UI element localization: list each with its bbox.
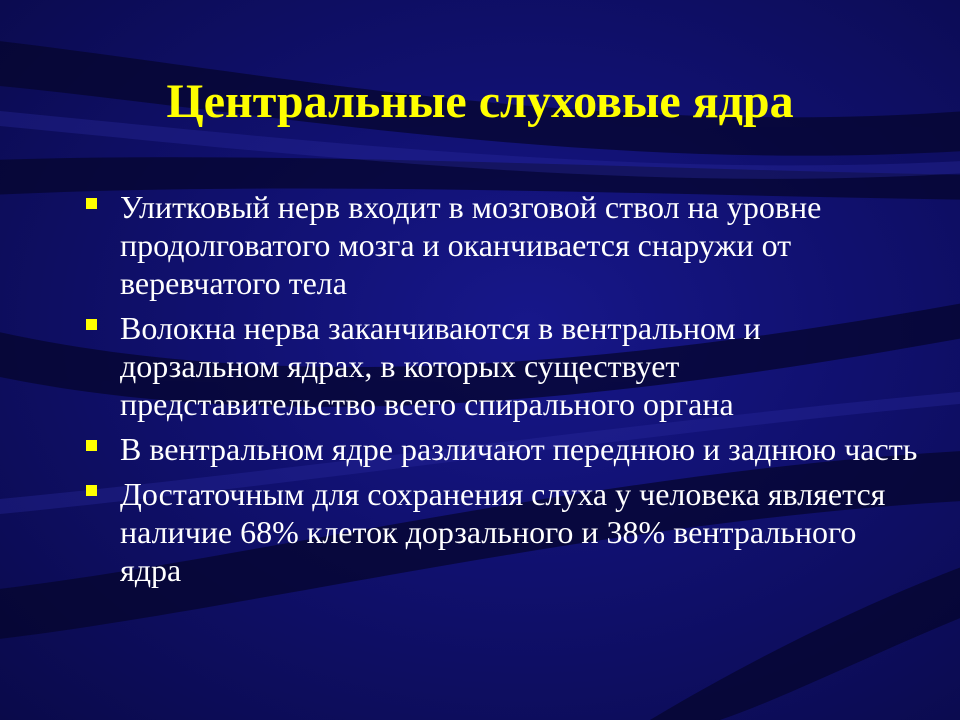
- bullet-text: Улитковый нерв входит в мозговой ствол на уровне продолговатого мозга и оканчивается снаружи от веревчатого тела: [120, 189, 822, 301]
- bullet-item: [84, 309, 924, 423]
- bullet-item: [84, 430, 924, 468]
- square-bullet-icon: [86, 319, 97, 330]
- bullet-item: [84, 475, 924, 589]
- square-bullet-icon: [86, 198, 97, 209]
- bullet-text: Достаточным для сохранения слуха у человека является наличие 68% клеток дорзального и 38% вентрального ядра: [120, 476, 886, 588]
- slide-title: Центральные слуховые ядра: [166, 75, 794, 128]
- square-bullet-icon: [86, 440, 97, 451]
- bullet-text: В вентральном ядре различают переднюю и заднюю часть: [120, 431, 918, 467]
- square-bullet-icon: [86, 485, 97, 496]
- bullet-list: [84, 188, 924, 596]
- bullet-text: Волокна нерва заканчиваются в вентральном и дорзальном ядрах, в которых существует представительство всего спирального органа: [120, 310, 761, 422]
- bullet-item: [84, 188, 924, 302]
